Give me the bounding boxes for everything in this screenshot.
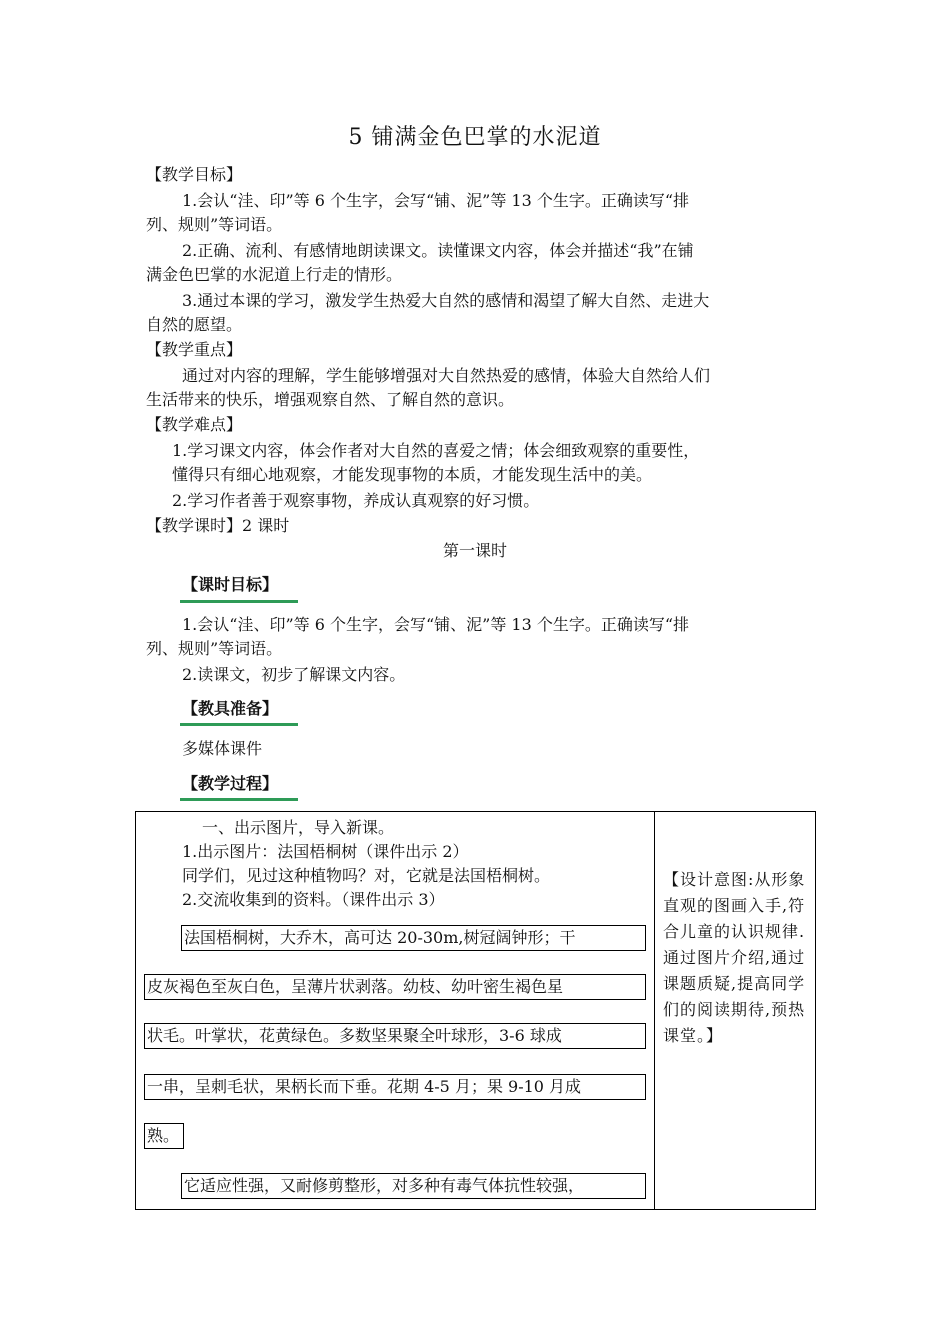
heading-process: 【教学过程】 (182, 774, 279, 793)
info-box-line-4: 一串，呈刺毛状，果柄长而下垂。花期 4-5 月；果 9-10 月成 (144, 1074, 646, 1100)
difficulty-1-line-2: 懂得只有细心地观察，才能发现事物的本质，才能发现生活中的美。 (172, 465, 653, 484)
goal-2-line-2: 满金色巴掌的水泥道上行走的情形。 (146, 265, 403, 284)
goal-3-line-2: 自然的愿望。 (146, 315, 243, 334)
info-box-line-1: 法国梧桐树，大乔木，高可达 20-30m,树冠阔钟形；干 (181, 925, 646, 951)
section-heading-difficulties: 【教学难点】 (146, 415, 243, 434)
table-column-divider (654, 812, 655, 1209)
lesson-goal-1-line-1: 1.会认“洼、印”等 6 个生字，会写“铺、泥”等 13 个生字。正确读写“排 (182, 615, 690, 634)
teaching-hours: 【教学课时】2 课时 (146, 516, 290, 535)
first-lesson-title: 第一课时 (442, 541, 507, 560)
step-line-1: 1.出示图片：法国梧桐树（课件出示 2） (182, 842, 469, 861)
design-intent-note: 【设计意图:从形象直观的图画入手,符合儿童的认识规律.通过图片介绍,通过课题质疑,提高同学们的阅读期待,预热课堂。】 (663, 870, 806, 1045)
info-box-line-6: 它适应性强，又耐修剪整形，对多种有毒气体抗性较强， (181, 1173, 646, 1199)
materials-text: 多媒体课件 (182, 739, 263, 758)
goal-2-line-1: 2.正确、流利、有感情地朗读课文。读懂课文内容，体会并描述“我”在铺 (182, 241, 694, 260)
info-box-line-3: 状毛。叶掌状，花黄绿色。多数坚果聚全叶球形，3-6 球成 (144, 1023, 646, 1049)
goal-1-line-2: 列、规则”等词语。 (146, 215, 283, 234)
step-line-3: 2.交流收集到的资料。（课件出示 3） (182, 890, 445, 909)
goal-1-line-1: 1.会认“洼、印”等 6 个生字，会写“铺、泥”等 13 个生字。正确读写“排 (182, 191, 690, 210)
section-heading-key-points: 【教学重点】 (146, 340, 243, 359)
info-box-line-2: 皮灰褐色至灰白色，呈薄片状剥落。幼枝、幼叶密生褐色星 (144, 974, 646, 1000)
step-title: 一、出示图片，导入新课。 (202, 818, 395, 837)
heading-lesson-goals: 【课时目标】 (182, 575, 279, 594)
key-points-line-1: 通过对内容的理解，学生能够增强对大自然热爱的感情，体验大自然给人们 (182, 366, 711, 385)
page-title: 5 铺满金色巴掌的水泥道 (348, 125, 602, 150)
lesson-goal-1-line-2: 列、规则”等词语。 (146, 639, 283, 658)
difficulty-2: 2.学习作者善于观察事物，养成认真观察的好习惯。 (172, 491, 540, 510)
heading-underline (180, 600, 298, 603)
heading-underline (180, 798, 298, 801)
difficulty-1-line-1: 1.学习课文内容，体会作者对大自然的喜爱之情；体会细致观察的重要性， (172, 441, 700, 460)
heading-underline (180, 723, 298, 726)
heading-materials: 【教具准备】 (182, 699, 279, 718)
section-heading-goals: 【教学目标】 (146, 165, 243, 184)
info-box-line-5: 熟。 (144, 1123, 184, 1149)
goal-3-line-1: 3.通过本课的学习，激发学生热爱大自然的感情和渴望了解大自然、走进大 (182, 291, 710, 310)
lesson-goal-2: 2.读课文，初步了解课文内容。 (182, 665, 406, 684)
step-line-2: 同学们，见过这种植物吗？对，它就是法国梧桐树。 (182, 866, 551, 885)
process-table (135, 811, 816, 1210)
key-points-line-2: 生活带来的快乐，增强观察自然、了解自然的意识。 (146, 390, 515, 409)
